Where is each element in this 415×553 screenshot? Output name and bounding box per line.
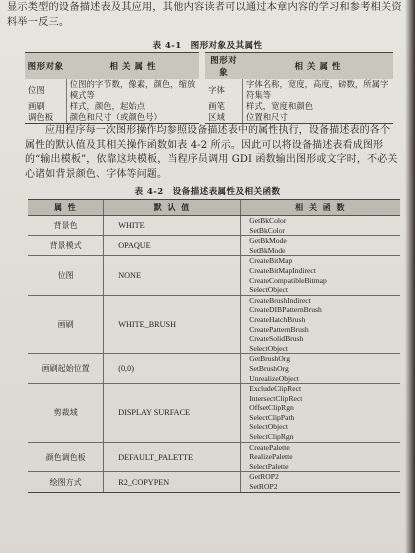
functions-cell	[241, 295, 400, 354]
default-value-cell: R2_COPYPEN	[104, 472, 241, 492]
function-name: CreateDIBPatternBrush	[249, 305, 322, 315]
function-name: SetBkColor	[249, 225, 286, 235]
attribute-cell: 背景模式	[28, 236, 104, 256]
functions-cell	[241, 216, 400, 236]
function-name: CreateBitMap	[249, 256, 293, 266]
function-name: CreateSolidBrush	[249, 334, 304, 344]
t41-header-object-left: 图形对象	[25, 53, 66, 80]
function-name: UnrealizeObject	[249, 373, 299, 383]
function-name: SelectObject	[249, 343, 289, 353]
t41-cell: 字体名称，宽度，高度，磅数，所属字符集等	[242, 79, 393, 101]
function-name: SelectObject	[249, 285, 289, 295]
default-value-cell: WHITE_BRUSH	[104, 295, 241, 354]
function-name: CreatePatternBrush	[249, 324, 309, 334]
table-row	[28, 472, 400, 492]
t41-cell: 样式，颜色，起始点	[66, 101, 199, 112]
table-row	[28, 442, 400, 472]
attribute-cell: 剪裁域	[28, 384, 104, 443]
function-name: IntersectClipRect	[249, 393, 303, 403]
table-row	[28, 216, 400, 236]
default-value-cell: DEFAULT_PALETTE	[104, 442, 241, 472]
t41-cell: 样式，宽度和颜色	[242, 101, 393, 112]
function-name: CreatePalette	[249, 442, 290, 452]
table-row	[28, 384, 400, 443]
function-name: CreateHatchBrush	[249, 314, 306, 324]
t42-header-default: 默 认 值	[104, 200, 241, 216]
default-value-cell: NONE	[104, 256, 241, 295]
table-4-2-caption: 表 4-2 设备描述表属性及相关函数	[134, 187, 281, 197]
functions-cell	[241, 384, 400, 443]
t41-cell: 字体	[208, 84, 225, 95]
table-4-1-header	[25, 53, 393, 80]
function-name: CreateBitMapIndirect	[249, 265, 316, 275]
function-name: SelectPalette	[249, 461, 289, 471]
default-value-cell: DISPLAY SURFACE	[104, 384, 241, 443]
intro-text: 显示类型的设备描述表及其应用，其他内容读者可以通过本章内容的学习和参考相关资料举一反三。	[7, 2, 402, 28]
default-value-cell: (0,0)	[104, 354, 241, 384]
default-value-cell: WHITE	[104, 216, 241, 236]
function-name: ExcludeClipRect	[249, 384, 302, 394]
default-value-cell: OPAQUE	[104, 236, 241, 256]
functions-cell	[241, 256, 400, 295]
function-name: GetROP2	[249, 472, 279, 482]
function-name: SetBrushOrg	[249, 363, 289, 373]
table-row	[28, 236, 400, 256]
function-name: CreateCompatibleBitmap	[249, 275, 327, 285]
functions-cell	[241, 354, 400, 384]
table-row	[25, 79, 393, 101]
table-row	[28, 295, 400, 354]
functions-cell	[241, 442, 400, 472]
table-4-2	[28, 199, 400, 493]
attribute-cell: 画刷起始位置	[28, 354, 104, 384]
attribute-cell: 位图	[28, 256, 104, 295]
table-row	[28, 354, 400, 384]
t41-cell: 画刷	[28, 101, 45, 111]
table-row	[25, 101, 393, 112]
t41-header-attrs-left: 相 关 属 性	[66, 53, 199, 80]
t41-cell: 调色板	[25, 112, 66, 124]
table-4-1-caption: 表 4-1 图形对象及其属性	[152, 41, 263, 51]
t41-cell: 位图的字节数，像素，颜色，缩放模式等	[66, 79, 199, 101]
attribute-cell: 画刷	[28, 295, 104, 354]
function-name: RealizePalette	[249, 452, 293, 462]
t41-cell: 颜色和尺寸（或颜色号）	[66, 112, 199, 124]
t41-header-object-right: 图形对象	[205, 53, 242, 80]
attribute-cell: 背景色	[28, 216, 104, 236]
table-row	[28, 256, 400, 295]
t41-cell: 区域	[205, 112, 242, 124]
function-name: SetBkMode	[249, 245, 286, 255]
attribute-cell: 颜色调色板	[28, 442, 104, 472]
function-name: OffsetClipRgn	[249, 403, 294, 413]
function-name: GetBkMode	[249, 236, 287, 246]
functions-cell	[241, 236, 400, 256]
function-name: SelectClipPath	[249, 412, 295, 422]
table-4-2-header	[28, 200, 400, 216]
function-name: SelectObject	[249, 422, 289, 432]
t42-header-functions: 相 关 函 数	[241, 200, 400, 216]
page-shadow-edge	[405, 0, 415, 553]
function-name: CreateBrushIndirect	[249, 295, 311, 305]
function-name: SelectClipRgn	[249, 432, 294, 442]
function-name: SetROP2	[249, 482, 278, 492]
table-4-1	[25, 52, 393, 124]
t42-header-attribute: 属 性	[28, 200, 104, 216]
function-name: GetBkColor	[249, 216, 287, 225]
functions-cell	[241, 472, 400, 492]
table-4-2-body	[28, 216, 400, 493]
body-paragraph: 应用程序每一次图形操作均参照设备描述表中的属性执行，设备描述表的各个属性的默认值及其相关操作函数如表 4-2 所示。因此可以将设备描述表看成图形的“输出模板”，依靠这块模板，当程序员调用 GDI 函数输出图形或文字时，不必关心诸如背景颜色、字体等问题。	[25, 125, 398, 180]
t41-cell: 画笔	[208, 101, 225, 111]
t41-cell: 位置和尺寸	[242, 112, 393, 124]
function-name: GetBrushOrg	[249, 354, 290, 364]
attribute-cell: 绘图方式	[28, 472, 104, 492]
t41-header-attrs-right: 相 关 属 性	[242, 53, 393, 80]
table-row	[25, 112, 393, 124]
t41-cell: 位图	[28, 84, 45, 95]
